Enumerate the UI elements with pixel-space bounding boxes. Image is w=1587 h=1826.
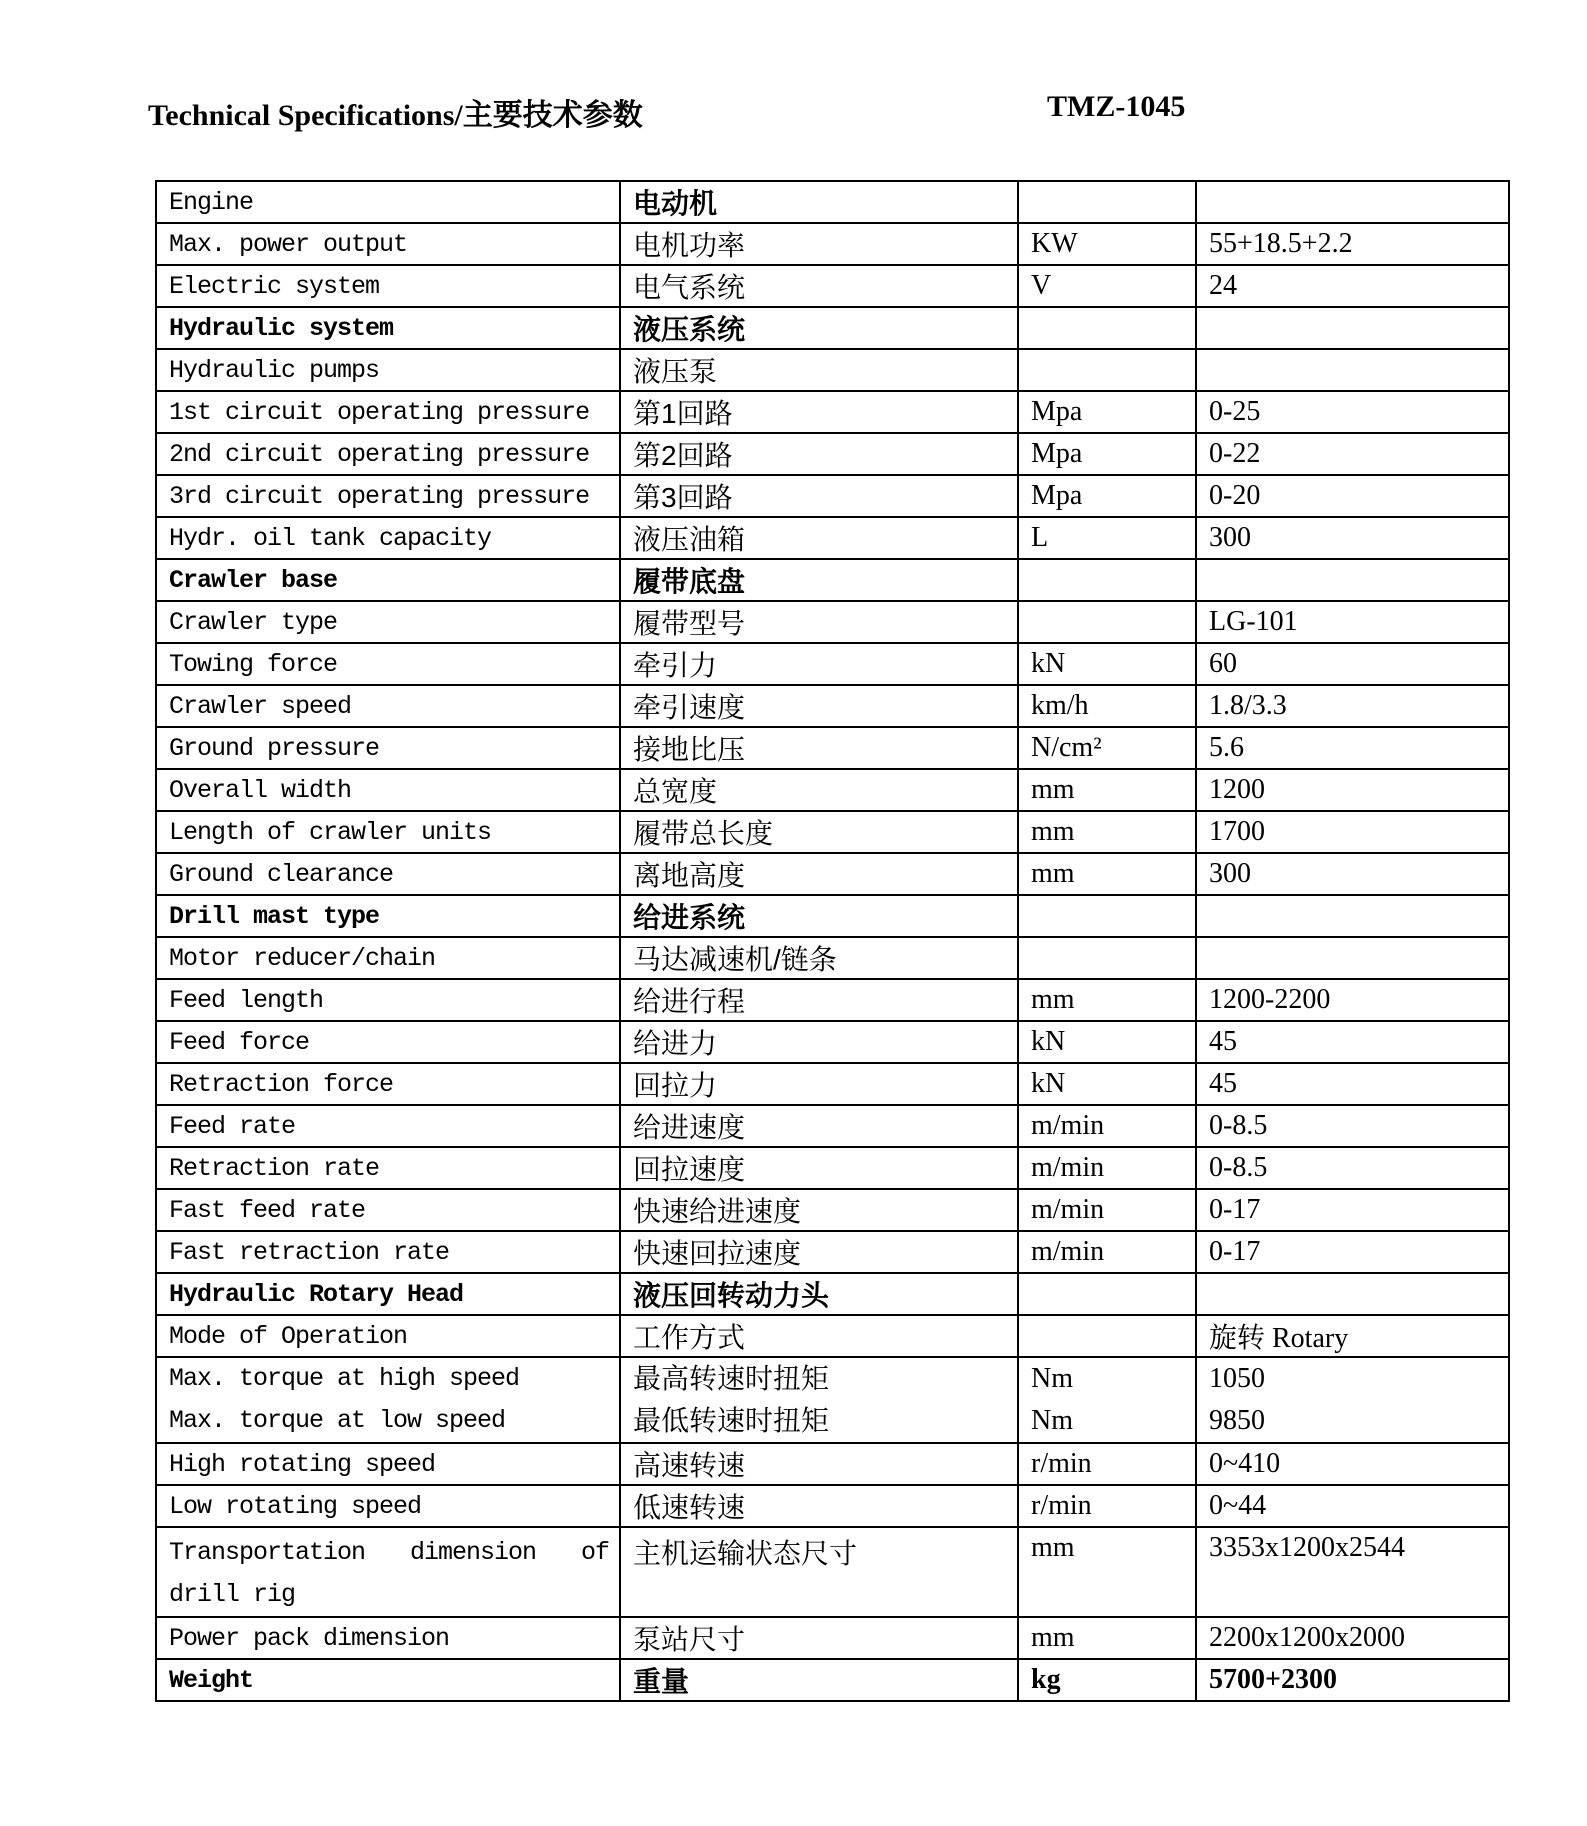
spec-value-cell: 0-17: [1196, 1189, 1509, 1231]
spec-en-cell: [156, 1357, 620, 1443]
spec-value-cell: [1196, 559, 1509, 601]
spec-value-cell: 0-8.5: [1196, 1105, 1509, 1147]
spec-en-cell: Length of crawler units: [156, 811, 620, 853]
spec-en-cell: Crawler base: [156, 559, 620, 601]
spec-zh-cell: 液压泵: [620, 349, 1018, 391]
spec-unit-cell: KW: [1018, 223, 1196, 265]
table-row: [156, 853, 1509, 895]
table-row: [156, 349, 1509, 391]
table-row: [156, 601, 1509, 643]
spec-line: Transportation dimension of: [169, 1538, 609, 1567]
spec-en-cell: 1st circuit operating pressure: [156, 391, 620, 433]
spec-zh-cell: 牵引速度: [620, 685, 1018, 727]
spec-en-cell: Weight: [156, 1659, 620, 1701]
spec-value-cell: [1196, 181, 1509, 223]
spec-en-cell: Fast retraction rate: [156, 1231, 620, 1273]
spec-value-cell: 45: [1196, 1063, 1509, 1105]
spec-zh-cell: 履带底盘: [620, 559, 1018, 601]
spec-en-cell: Crawler type: [156, 601, 620, 643]
spec-zh-cell: 电机功率: [620, 223, 1018, 265]
spec-line: 最高转速时扭矩: [633, 1363, 830, 1394]
spec-en-cell: Electric system: [156, 265, 620, 307]
spec-unit-cell: mm: [1018, 1617, 1196, 1659]
spec-value-cell: 1200-2200: [1196, 979, 1509, 1021]
spec-value-cell: 2200x1200x2000: [1196, 1617, 1509, 1659]
table-row: [156, 643, 1509, 685]
spec-en-cell: Drill mast type: [156, 895, 620, 937]
spec-zh-cell: 第2回路: [620, 433, 1018, 475]
spec-zh-cell: 第3回路: [620, 475, 1018, 517]
spec-unit-cell: [1018, 1315, 1196, 1357]
spec-value-cell: 45: [1196, 1021, 1509, 1063]
spec-unit-cell: Mpa: [1018, 391, 1196, 433]
spec-value-cell: LG-101: [1196, 601, 1509, 643]
spec-unit-cell: [1018, 559, 1196, 601]
table-row: [156, 559, 1509, 601]
spec-value-cell: 0-22: [1196, 433, 1509, 475]
spec-zh-cell: 离地高度: [620, 853, 1018, 895]
table-row: [156, 1527, 1509, 1617]
table-row: [156, 727, 1509, 769]
spec-value-cell: [1196, 307, 1509, 349]
spec-en-cell: Ground pressure: [156, 727, 620, 769]
spec-unit-cell: mm: [1018, 811, 1196, 853]
spec-unit-cell: mm: [1018, 769, 1196, 811]
spec-unit-cell: [1018, 937, 1196, 979]
table-row: [156, 391, 1509, 433]
spec-value-cell: 旋转 Rotary: [1196, 1315, 1509, 1357]
spec-line: Max. torque at high speed: [169, 1364, 520, 1393]
table-row: [156, 1189, 1509, 1231]
spec-line: drill rig: [169, 1580, 296, 1609]
spec-unit-cell: [1018, 349, 1196, 391]
spec-unit-cell: V: [1018, 265, 1196, 307]
table-row: [156, 1443, 1509, 1485]
spec-zh-cell: 快速回拉速度: [620, 1231, 1018, 1273]
table-row: [156, 1315, 1509, 1357]
spec-en-cell: Feed rate: [156, 1105, 620, 1147]
spec-value-cell: 5700+2300: [1196, 1659, 1509, 1701]
spec-zh-cell: 给进系统: [620, 895, 1018, 937]
spec-en-cell: Ground clearance: [156, 853, 620, 895]
spec-en-cell: Max. power output: [156, 223, 620, 265]
table-row: [156, 1105, 1509, 1147]
spec-line: Nm: [1031, 1363, 1073, 1394]
spec-zh-cell: 重量: [620, 1659, 1018, 1701]
table-row: [156, 1485, 1509, 1527]
spec-line: 9850: [1209, 1405, 1265, 1436]
spec-unit-cell: kN: [1018, 643, 1196, 685]
table-row: [156, 223, 1509, 265]
spec-unit-cell: m/min: [1018, 1189, 1196, 1231]
spec-unit-cell: [1018, 895, 1196, 937]
spec-line: 最低转速时扭矩: [633, 1405, 830, 1436]
model-number: TMZ-1045: [1047, 90, 1186, 123]
spec-zh-cell: 给进速度: [620, 1105, 1018, 1147]
table-row: [156, 685, 1509, 727]
spec-en-cell: Engine: [156, 181, 620, 223]
spec-en-cell: Fast feed rate: [156, 1189, 620, 1231]
table-row: [156, 769, 1509, 811]
table-row: [156, 265, 1509, 307]
spec-unit-cell: [1018, 181, 1196, 223]
table-row: [156, 307, 1509, 349]
spec-unit-cell: Mpa: [1018, 433, 1196, 475]
spec-unit-cell: kN: [1018, 1021, 1196, 1063]
table-row: [156, 811, 1509, 853]
spec-en-cell: Power pack dimension: [156, 1617, 620, 1659]
spec-zh-cell: 泵站尺寸: [620, 1617, 1018, 1659]
spec-zh-cell: 低速转速: [620, 1485, 1018, 1527]
spec-line: Max. torque at low speed: [169, 1406, 506, 1435]
spec-zh-cell: 牵引力: [620, 643, 1018, 685]
spec-en-cell: Retraction force: [156, 1063, 620, 1105]
table-row: [156, 1273, 1509, 1315]
spec-en-cell: 2nd circuit operating pressure: [156, 433, 620, 475]
spec-zh-cell: 液压系统: [620, 307, 1018, 349]
table-row: [156, 517, 1509, 559]
spec-value-cell: 60: [1196, 643, 1509, 685]
table-row: [156, 181, 1509, 223]
spec-value-cell: 1.8/3.3: [1196, 685, 1509, 727]
spec-value-cell: 3353x1200x2544: [1196, 1527, 1509, 1617]
spec-unit-cell: [1018, 1357, 1196, 1443]
spec-unit-cell: m/min: [1018, 1105, 1196, 1147]
spec-unit-cell: kN: [1018, 1063, 1196, 1105]
spec-en-cell: 3rd circuit operating pressure: [156, 475, 620, 517]
spec-value-cell: 0-25: [1196, 391, 1509, 433]
spec-unit-cell: kg: [1018, 1659, 1196, 1701]
spec-table-body: [156, 181, 1509, 1701]
spec-unit-cell: N/cm²: [1018, 727, 1196, 769]
spec-unit-cell: r/min: [1018, 1485, 1196, 1527]
spec-value-cell: 0-8.5: [1196, 1147, 1509, 1189]
spec-zh-cell: 电动机: [620, 181, 1018, 223]
spec-unit-cell: m/min: [1018, 1147, 1196, 1189]
spec-value-cell: 0-20: [1196, 475, 1509, 517]
spec-zh-cell: 回拉速度: [620, 1147, 1018, 1189]
spec-zh-cell: [620, 1357, 1018, 1443]
spec-unit-cell: [1018, 1273, 1196, 1315]
spec-zh-cell: 履带型号: [620, 601, 1018, 643]
spec-value-cell: 300: [1196, 517, 1509, 559]
spec-en-cell: Hydraulic system: [156, 307, 620, 349]
spec-zh-cell: 主机运输状态尺寸: [620, 1527, 1018, 1617]
spec-en-cell: Overall width: [156, 769, 620, 811]
spec-unit-cell: mm: [1018, 1527, 1196, 1617]
title-row: [148, 90, 1528, 134]
spec-zh-cell: 高速转速: [620, 1443, 1018, 1485]
spec-unit-cell: km/h: [1018, 685, 1196, 727]
spec-zh-cell: 电气系统: [620, 265, 1018, 307]
spec-zh-cell: 给进力: [620, 1021, 1018, 1063]
spec-value-cell: [1196, 349, 1509, 391]
spec-unit-cell: [1018, 307, 1196, 349]
spec-zh-cell: 第1回路: [620, 391, 1018, 433]
spec-value-cell: 1700: [1196, 811, 1509, 853]
spec-zh-cell: 快速给进速度: [620, 1189, 1018, 1231]
spec-value-cell: [1196, 895, 1509, 937]
spec-unit-cell: [1018, 601, 1196, 643]
spec-value-cell: [1196, 1357, 1509, 1443]
spec-en-cell: Feed force: [156, 1021, 620, 1063]
spec-unit-cell: mm: [1018, 853, 1196, 895]
spec-unit-cell: mm: [1018, 979, 1196, 1021]
spec-zh-cell: 给进行程: [620, 979, 1018, 1021]
spec-unit-cell: L: [1018, 517, 1196, 559]
table-row: [156, 1021, 1509, 1063]
spec-en-cell: High rotating speed: [156, 1443, 620, 1485]
spec-en-cell: Mode of Operation: [156, 1315, 620, 1357]
spec-value-cell: 1200: [1196, 769, 1509, 811]
spec-unit-cell: r/min: [1018, 1443, 1196, 1485]
table-row: [156, 1231, 1509, 1273]
table-row: [156, 979, 1509, 1021]
spec-en-cell: Feed length: [156, 979, 620, 1021]
spec-zh-cell: 履带总长度: [620, 811, 1018, 853]
spec-value-cell: 24: [1196, 265, 1509, 307]
spec-value-cell: 0-17: [1196, 1231, 1509, 1273]
spec-en-cell: Towing force: [156, 643, 620, 685]
spec-value-cell: [1196, 1273, 1509, 1315]
spec-zh-cell: 接地比压: [620, 727, 1018, 769]
spec-unit-cell: m/min: [1018, 1231, 1196, 1273]
spec-en-cell: Low rotating speed: [156, 1485, 620, 1527]
table-row: [156, 475, 1509, 517]
table-row: [156, 1659, 1509, 1701]
spec-zh-cell: 总宽度: [620, 769, 1018, 811]
spec-en-cell: Retraction rate: [156, 1147, 620, 1189]
table-row: [156, 937, 1509, 979]
spec-zh-cell: 马达减速机/链条: [620, 937, 1018, 979]
spec-en-cell: Hydraulic pumps: [156, 349, 620, 391]
table-row: [156, 1147, 1509, 1189]
spec-value-cell: 55+18.5+2.2: [1196, 223, 1509, 265]
spec-en-cell: Hydr. oil tank capacity: [156, 517, 620, 559]
spec-unit-cell: Mpa: [1018, 475, 1196, 517]
spec-en-cell: Hydraulic Rotary Head: [156, 1273, 620, 1315]
table-row: [156, 1617, 1509, 1659]
spec-zh-cell: 工作方式: [620, 1315, 1018, 1357]
spec-en-cell: Motor reducer/chain: [156, 937, 620, 979]
table-row: [156, 895, 1509, 937]
table-row: [156, 1357, 1509, 1443]
spec-zh-cell: 液压回转动力头: [620, 1273, 1018, 1315]
spec-en-cell: Crawler speed: [156, 685, 620, 727]
table-row: [156, 1063, 1509, 1105]
spec-value-cell: [1196, 937, 1509, 979]
spec-value-cell: 5.6: [1196, 727, 1509, 769]
page-title: Technical Specifications/主要技术参数: [148, 99, 643, 132]
spec-line: 1050: [1209, 1363, 1265, 1394]
spec-value-cell: 0~44: [1196, 1485, 1509, 1527]
spec-en-cell: [156, 1527, 620, 1617]
spec-table: [155, 180, 1510, 1702]
spec-value-cell: 0~410: [1196, 1443, 1509, 1485]
spec-value-cell: 300: [1196, 853, 1509, 895]
spec-zh-cell: 液压油箱: [620, 517, 1018, 559]
spec-line: Nm: [1031, 1405, 1073, 1436]
spec-zh-cell: 回拉力: [620, 1063, 1018, 1105]
table-row: [156, 433, 1509, 475]
